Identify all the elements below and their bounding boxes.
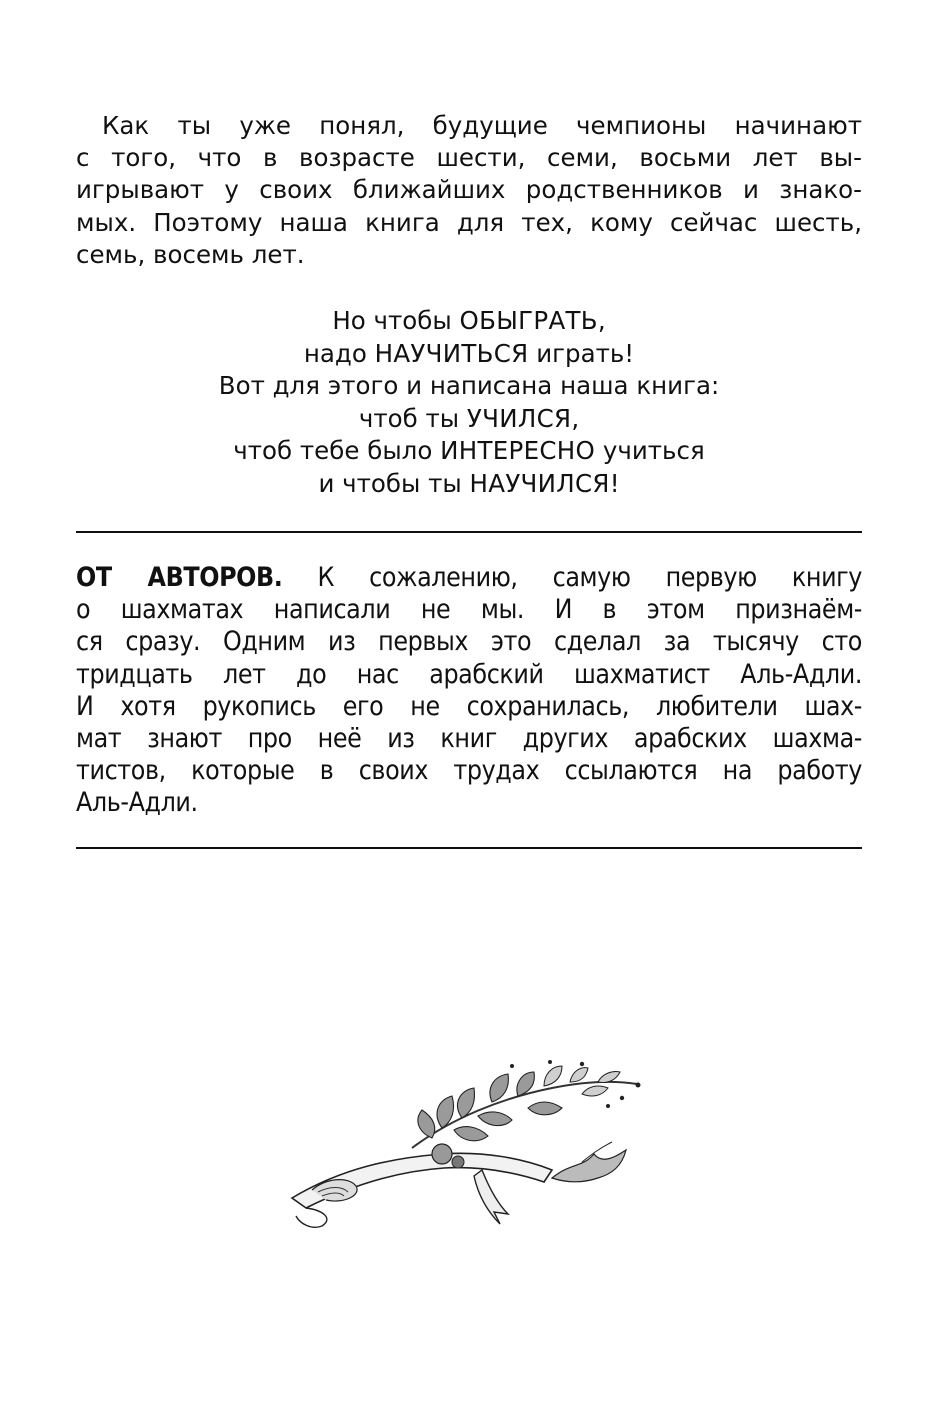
authors-note-line: о шахматах написали не мы. И в этом признаём- xyxy=(76,594,862,626)
intro-line: семь, восемь лет. xyxy=(76,239,305,269)
intro-line: с того, что в возрасте шести, семи, восьми лет вы- xyxy=(76,143,862,173)
divider-bottom xyxy=(76,847,862,849)
motto-line: и чтобы ты НАУЧИЛСЯ! xyxy=(318,468,620,498)
intro-line: Как ты уже понял, будущие чемпионы начинают xyxy=(102,111,862,140)
divider-top xyxy=(76,531,862,533)
motto-block xyxy=(76,305,862,500)
motto-line: Но чтобы ОБЫГРАТЬ, xyxy=(332,306,606,335)
laurel-ribbon-icon xyxy=(282,1058,652,1238)
authors-note-line: мат знают про неё из книг других арабских шахма- xyxy=(76,723,862,755)
intro-line: игрывают у своих ближайших родственников и знако- xyxy=(76,175,862,205)
authors-note xyxy=(76,562,862,820)
intro-paragraph xyxy=(76,110,862,271)
authors-note-heading: ОТ АВТОРОВ. xyxy=(76,562,283,593)
motto-line: чтоб тебе было ИНТЕРЕСНО учиться xyxy=(233,436,705,465)
authors-note-line: тридцать лет до нас арабский шахматист Аль-Адли. xyxy=(76,658,862,690)
motto-line: надо НАУЧИТЬСЯ играть! xyxy=(303,338,635,368)
motto-line: чтоб ты УЧИЛСЯ, xyxy=(358,403,580,433)
intro-line: мых. Поэтому наша книга для тех, кому сейчас шесть, xyxy=(76,207,862,237)
authors-note-line: ся сразу. Одним из первых это сделал за тысячу сто xyxy=(76,626,862,658)
authors-note-line: И хотя рукопись его не сохранилась, любители шах- xyxy=(76,690,862,722)
authors-note-line: тистов, которые в своих трудах ссылаются на работу xyxy=(76,755,862,787)
authors-note-line: ОТ АВТОРОВ. К сожалению, самую первую книгу xyxy=(76,562,862,593)
authors-note-line: Аль-Адли. xyxy=(76,787,198,819)
motto-line: Вот для этого и написана наша книга: xyxy=(218,371,720,400)
